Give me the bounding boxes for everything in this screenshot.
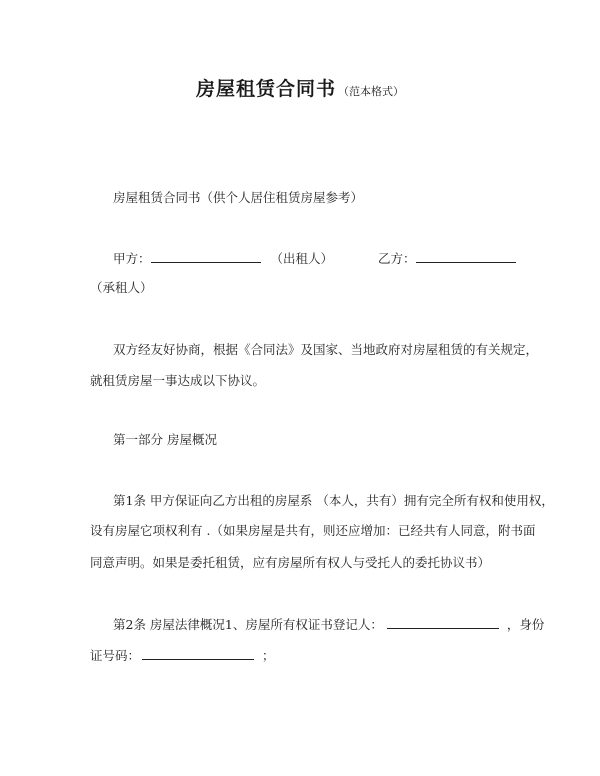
intro-line-1: 双方经友好协商，根据《合同法》及国家、当地政府对房屋租赁的有关规定， xyxy=(113,342,539,357)
article1-line-2: 设有房屋它项权利有 .（如果房屋是共有，则还应增加：已经共有人同意，附书面 xyxy=(90,523,536,538)
party-a-label: 甲方： xyxy=(113,251,151,266)
party-b-label: 乙方： xyxy=(378,251,416,266)
party-a-line xyxy=(113,250,333,267)
party-a-blank[interactable] xyxy=(151,250,261,263)
article1-line-1: 第1条 甲方保证向乙方出租的房屋系 （本人，共有）拥有完全所有权和使用权， xyxy=(113,493,554,508)
document-title xyxy=(0,74,600,101)
article1-line-3: 同意声明。如果是委托租赁，应有房屋所有权人与受托人的委托协议书） xyxy=(90,555,491,570)
title-main: 房屋租赁合同书 xyxy=(195,78,336,100)
owner-name-blank[interactable] xyxy=(387,616,499,629)
article2-line-2 xyxy=(90,647,275,664)
article2-line2-prefix: 证号码： xyxy=(90,648,141,663)
part1-heading: 第一部分 房屋概况 xyxy=(113,432,217,447)
party-a-role: （出租人） xyxy=(270,251,334,266)
document-subtitle: 房屋租赁合同书（供个人居住租赁房屋参考） xyxy=(113,190,364,205)
intro-line-2: 就租赁房屋一事达成以下协议。 xyxy=(90,373,266,388)
article2-line1-suffix: ，身份 xyxy=(506,617,545,632)
article2-line1-prefix: 第2条 房屋法律概况1、房屋所有权证书登记人： xyxy=(113,617,383,632)
article2-line2-suffix: ； xyxy=(262,648,275,663)
article2-line-1 xyxy=(113,616,544,633)
title-sub: （范本格式） xyxy=(338,85,404,98)
id-number-blank[interactable] xyxy=(142,647,254,660)
party-b-line xyxy=(378,250,516,267)
party-b-blank[interactable] xyxy=(416,250,516,263)
party-b-role: （承租人） xyxy=(90,280,153,295)
